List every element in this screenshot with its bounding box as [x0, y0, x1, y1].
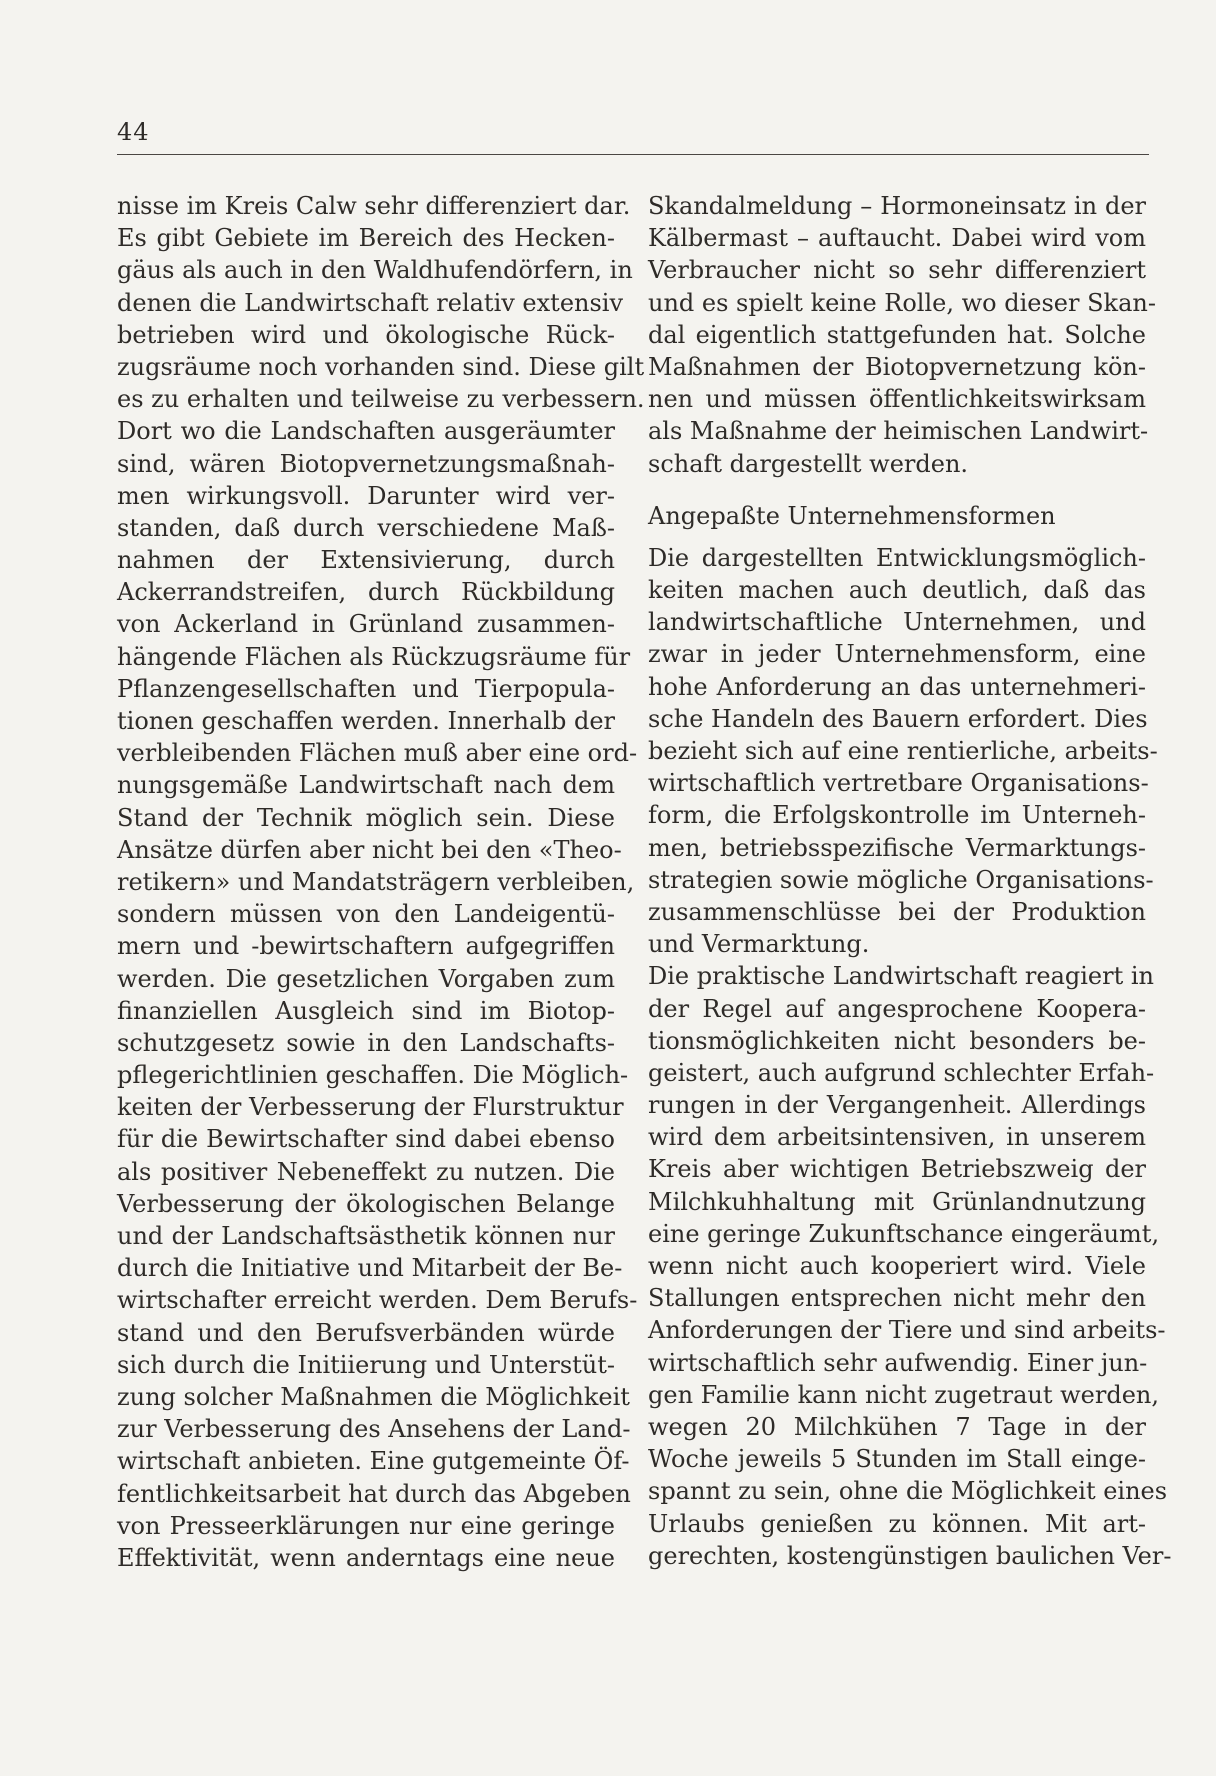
text-line: sich durch die Initiierung und Unterstüt-	[117, 1350, 615, 1379]
text-line: zung solcher Maßnahmen die Möglichkeit	[117, 1382, 630, 1411]
text-line: wirtschafter erreicht werden. Dem Berufs-	[117, 1286, 638, 1315]
text-line: gen Familie kann nicht zugetraut werden,	[648, 1380, 1159, 1409]
section-heading: Angepaßte Unternehmensformen	[648, 501, 1056, 530]
page-number: 44	[117, 118, 150, 146]
text-line: sondern müssen von den Landeigentü-	[117, 900, 615, 929]
text-line: men, betriebsspezifische Vermarktungs-	[648, 833, 1146, 862]
paragraph	[648, 190, 1156, 480]
text-line: der Regel auf angesprochene Koopera-	[648, 994, 1146, 1023]
text-line: Stand der Technik möglich sein. Diese	[117, 803, 615, 832]
text-line: rungen in der Vergangenheit. Allerdings	[648, 1091, 1146, 1120]
header-rule	[117, 154, 1149, 155]
text-line: Die dargestellten Entwicklungsmöglich-	[648, 543, 1146, 572]
text-line: Kreis aber wichtigen Betriebszweig der	[648, 1155, 1146, 1184]
text-line: hängende Flächen als Rückzugsräume für	[117, 642, 631, 671]
text-line: für die Bewirtschafter sind dabei ebenso	[117, 1125, 615, 1154]
text-line: Woche jeweils 5 Stunden im Stall einge-	[648, 1445, 1146, 1474]
text-line: schaft dargestellt werden.	[648, 449, 969, 478]
text-line: und es spielt keine Rolle, wo dieser Skan-	[648, 288, 1156, 317]
text-line: betrieben wird und ökologische Rück-	[117, 320, 615, 349]
text-line: denen die Landwirtschaft relativ extensiv	[117, 288, 624, 317]
text-line: verbleibenden Flächen muß aber eine ord-	[117, 739, 638, 768]
text-line: tionen geschaffen werden. Innerhalb der	[117, 707, 615, 735]
text-line: es zu erhalten und teilweise zu verbessern.	[117, 385, 645, 414]
text-line: und der Landschaftsästhetik können nur	[117, 1222, 615, 1250]
text-line: Effektivität, wenn anderntags eine neue	[117, 1543, 615, 1572]
text-line: und Vermarktung.	[648, 930, 870, 959]
text-line: Maßnahmen der Biotopvernetzung kön-	[648, 352, 1146, 381]
text-line: keiten der Verbesserung der Flurstruktur	[117, 1093, 624, 1122]
text-line: zwar in jeder Unternehmensform, eine	[648, 640, 1146, 669]
text-line: keiten machen auch deutlich, daß das	[648, 576, 1146, 605]
text-line: gäus als auch in den Waldhufendörfern, in	[117, 256, 633, 285]
text-line: geistert, auch aufgrund schlechter Erfah-	[648, 1058, 1155, 1087]
text-line: Es gibt Gebiete im Bereich des Hecken-	[117, 224, 615, 253]
text-line: bezieht sich auf eine rentierliche, arbeits-	[648, 737, 1158, 765]
text-line: fentlichkeitsarbeit hat durch das Abgeben	[117, 1479, 631, 1508]
text-line: mern und -bewirtschaftern aufgegriffen	[117, 932, 615, 961]
text-line: gerechten, kostengünstigen baulichen Ver-	[648, 1541, 1172, 1570]
left-column	[117, 190, 645, 1574]
text-line: nungsgemäße Landwirtschaft nach dem	[117, 771, 615, 800]
text-line: nahmen der Extensivierung, durch	[117, 546, 615, 575]
text-line: spannt zu sein, ohne die Möglichkeit eines	[648, 1477, 1168, 1506]
text-line: dal eigentlich stattgefunden hat. Solche	[648, 320, 1146, 349]
text-line: Urlaubs genießen zu können. Mit art-	[648, 1509, 1146, 1538]
text-line: als Maßnahme der heimischen Landwirt-	[648, 417, 1149, 446]
paragraph	[648, 542, 1158, 960]
text-line: zugsräume noch vorhanden sind. Diese gilt	[117, 352, 645, 381]
text-line: eine geringe Zukunftschance eingeräumt,	[648, 1219, 1160, 1248]
text-line: Stallungen entsprechen nicht mehr den	[648, 1284, 1146, 1313]
text-line: von Presseerklärungen nur eine geringe	[117, 1511, 615, 1540]
text-line: als positiver Nebeneffekt zu nutzen. Die	[117, 1157, 615, 1186]
text-line: durch die Initiative und Mitarbeit der Be-	[117, 1254, 623, 1283]
text-line: zusammenschlüsse bei der Produktion	[648, 897, 1146, 926]
paragraph	[648, 960, 1172, 1572]
text-line: Die praktische Landwirtschaft reagiert in	[648, 962, 1154, 991]
text-line: wirtschaftlich vertretbare Organisations-	[648, 769, 1149, 798]
text-line: tionsmöglichkeiten nicht besonders be-	[648, 1026, 1146, 1055]
text-line: Ackerrandstreifen, durch Rückbildung	[117, 578, 615, 607]
text-line: Skandalmeldung – Hormoneinsatz in der	[648, 192, 1146, 220]
text-line: strategien sowie mögliche Organisations-	[648, 865, 1154, 894]
text-line: wirtschaft anbieten. Eine gutgemeinte Öf-	[117, 1447, 630, 1476]
text-line: pflegerichtlinien geschaffen. Die Möglich-	[117, 1061, 629, 1090]
text-line: wirtschaftlich sehr aufwendig. Einer jun-	[648, 1348, 1148, 1377]
text-line: Milchkuhhaltung mit Grünlandnutzung	[648, 1187, 1146, 1216]
text-line: landwirtschaftliche Unternehmen, und	[648, 608, 1146, 637]
text-line: stand und den Berufsverbänden würde	[117, 1318, 615, 1347]
text-line: Verbraucher nicht so sehr differenziert	[648, 256, 1146, 285]
text-line: nen und müssen öffentlichkeitswirksam	[648, 385, 1146, 414]
text-line: Dort wo die Landschaften ausgeräumter	[117, 417, 615, 446]
text-line: hohe Anforderung an das unternehmeri-	[648, 672, 1146, 701]
text-line: wird dem arbeitsintensiven, in unserem	[648, 1123, 1146, 1152]
text-line: Kälbermast – auftaucht. Dabei wird vom	[648, 224, 1146, 253]
text-line: zur Verbesserung des Ansehens der Land-	[117, 1415, 631, 1444]
text-line: standen, daß durch verschiedene Maß-	[117, 513, 615, 542]
text-line: von Ackerland in Grünland zusammen-	[117, 610, 615, 639]
text-line: Ansätze dürfen aber nicht bei den «Theo-	[117, 835, 622, 864]
text-line: finanziellen Ausgleich sind im Biotop-	[117, 996, 615, 1025]
text-line: wenn nicht auch kooperiert wird. Viele	[648, 1252, 1146, 1280]
text-line: Verbesserung der ökologischen Belange	[117, 1189, 615, 1218]
text-line: schutzgesetz sowie in den Landschafts-	[117, 1028, 615, 1057]
text-line: retikern» und Mandatsträgern verbleiben,	[117, 867, 635, 896]
text-line: sind, wären Biotopvernetzungsmaßnah-	[117, 449, 615, 478]
text-line: form, die Erfolgskontrolle im Unterneh-	[648, 801, 1146, 830]
text-line: men wirkungsvoll. Darunter wird ver-	[117, 481, 615, 510]
text-line: nisse im Kreis Calw sehr differenziert dar.	[117, 192, 631, 220]
text-line: sche Handeln des Bauern erfordert. Dies	[648, 704, 1148, 733]
right-column	[648, 190, 1172, 1572]
text-line: werden. Die gesetzlichen Vorgaben zum	[117, 964, 615, 993]
text-line: wegen 20 Milchkühen 7 Tage in der	[648, 1412, 1146, 1441]
text-line: Pflanzengesellschaften und Tierpopula-	[117, 674, 615, 703]
text-line: Anforderungen der Tiere und sind arbeits-	[648, 1316, 1166, 1345]
